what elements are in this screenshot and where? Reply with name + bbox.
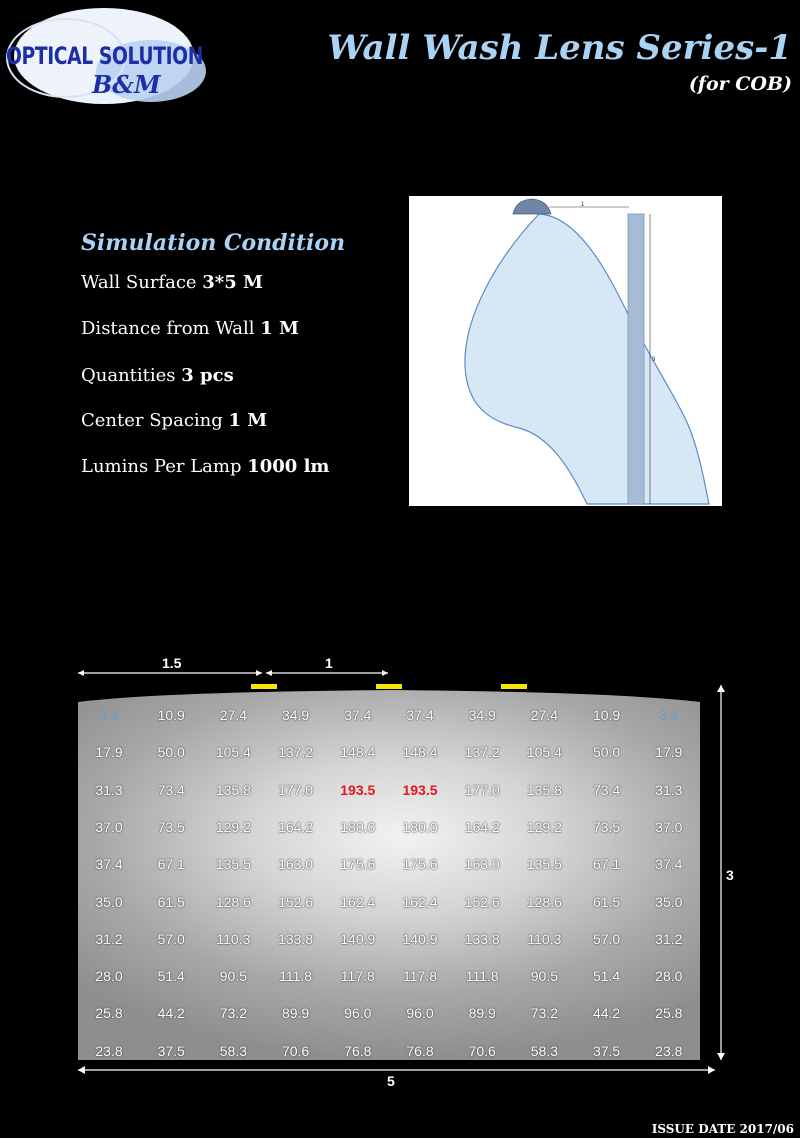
illuminance-value: 44.2 (592, 1005, 621, 1022)
illuminance-value: 135.5 (526, 856, 562, 873)
illuminance-value: 140.9 (402, 930, 438, 947)
illuminance-value: 25.8 (655, 1005, 683, 1022)
wall-top-edge (78, 688, 700, 702)
illuminance-value: 37.4 (655, 856, 683, 873)
illuminance-value: 76.8 (344, 1042, 372, 1059)
illuminance-value: 70.6 (468, 1042, 496, 1059)
illuminance-value: 27.4 (530, 707, 559, 723)
illuminance-value: 152.6 (464, 893, 500, 910)
illuminance-value: 37.4 (406, 707, 434, 723)
illuminance-value: 44.2 (157, 1005, 185, 1022)
illuminance-value: 110.3 (527, 930, 562, 947)
dim-label-left: 1.5 (162, 655, 182, 671)
page-subtitle: (for COB) (688, 73, 792, 95)
condition-value: 3 pcs (181, 365, 234, 386)
condition-label: Center Spacing (81, 410, 229, 431)
illuminance-value: 23.8 (655, 1042, 683, 1059)
illuminance-value: 90.5 (219, 968, 248, 985)
illuminance-value: 177.0 (278, 781, 314, 798)
illuminance-value: 129.2 (526, 818, 562, 835)
company-logo (0, 6, 210, 106)
illuminance-value: 10.9 (592, 707, 621, 723)
illuminance-value: 57.0 (157, 930, 185, 947)
dim-label-side: 3 (652, 357, 656, 363)
illuminance-value: 73.5 (592, 818, 621, 835)
illuminance-value: 28.0 (95, 968, 123, 985)
illuminance-value: 96.0 (344, 1005, 372, 1022)
illuminance-value: 164.2 (278, 818, 314, 835)
illuminance-value: 90.5 (530, 968, 559, 985)
illuminance-value: 61.5 (592, 893, 621, 910)
illuminance-value: 164.2 (464, 818, 500, 835)
illuminance-value: 37.4 (344, 707, 372, 723)
illuminance-value: 128.6 (215, 893, 251, 910)
condition-label: Lumins Per Lamp (81, 456, 248, 477)
illuminance-value: 175.6 (402, 856, 438, 873)
illuminance-value: 73.2 (219, 1005, 248, 1022)
illuminance-value: 67.1 (592, 856, 621, 873)
illuminance-value: 105.4 (526, 744, 562, 761)
illuminance-value: 50.0 (592, 744, 621, 761)
illuminance-value: 133.8 (464, 930, 500, 947)
illuminance-value: 35.0 (655, 893, 683, 910)
dim-label-top: 1 (581, 202, 585, 208)
illuminance-value: 31.2 (655, 930, 683, 947)
illuminance-value: 162.4 (402, 893, 438, 910)
illuminance-value: 177.0 (464, 781, 500, 798)
dim-label-height: 3 (726, 867, 734, 883)
illuminance-value: 70.6 (281, 1042, 310, 1059)
illuminance-value: 34.9 (281, 707, 310, 723)
illuminance-value: 105.4 (215, 744, 251, 761)
condition-value: 1 M (228, 410, 268, 431)
illuminance-value: 137.2 (464, 744, 500, 761)
illuminance-value: 10.9 (157, 707, 185, 723)
illuminance-value: 128.6 (526, 893, 562, 910)
illuminance-value: 37.4 (95, 856, 123, 873)
condition-quantities (81, 365, 234, 386)
illuminance-value: 57.0 (592, 930, 621, 947)
illuminance-value: 111.8 (279, 968, 313, 985)
illuminance-value: 96.0 (406, 1005, 434, 1022)
lamp-marker (251, 684, 277, 689)
illuminance-value: 27.4 (219, 707, 248, 723)
illuminance-value: 117.8 (403, 968, 437, 985)
condition-label: Quantities (81, 365, 182, 386)
illuminance-value: 135.8 (215, 781, 251, 798)
illuminance-value: 73.2 (530, 1005, 559, 1022)
beam-diagram-svg (409, 196, 722, 506)
illuminance-value: 35.0 (95, 893, 123, 910)
illuminance-value: 25.8 (95, 1005, 123, 1022)
illuminance-value: 67.1 (157, 856, 185, 873)
condition-value: 3*5 M (202, 272, 263, 293)
illuminance-value: 162.4 (340, 893, 376, 910)
beam-diagram (409, 196, 722, 506)
illuminance-value: 76.8 (406, 1042, 434, 1059)
illuminance-value: 58.3 (530, 1042, 559, 1059)
illuminance-value: 73.4 (157, 781, 185, 798)
illuminance-value: 73.4 (592, 781, 621, 798)
illuminance-value: 133.8 (278, 930, 314, 947)
illuminance-value: 89.9 (468, 1005, 496, 1022)
condition-spacing (81, 410, 267, 431)
illuminance-value: 89.9 (281, 1005, 310, 1022)
illuminance-value: 135.5 (215, 856, 251, 873)
logo-wordmark: OPTICAL SOLUTION (6, 42, 203, 70)
illuminance-value: 117.8 (340, 968, 375, 985)
condition-value: 1000 lm (247, 456, 330, 477)
illuminance-value: 180.0 (340, 818, 376, 835)
lamp-fixture (513, 199, 551, 214)
illuminance-value: 58.3 (219, 1042, 248, 1059)
illuminance-value: 110.3 (216, 930, 251, 947)
illuminance-value: 148.4 (340, 744, 376, 761)
conditions-title: Simulation Condition (81, 230, 346, 256)
illuminance-value: 193.5 (402, 781, 438, 798)
dim-label-spacing: 1 (325, 655, 333, 671)
illuminance-value: 148.4 (402, 744, 438, 761)
beam-pattern (465, 214, 709, 504)
illuminance-value: 3.4 (99, 707, 119, 723)
condition-label: Wall Surface (81, 272, 203, 293)
illuminance-map (70, 655, 750, 1095)
illuminance-value: 17.9 (95, 744, 123, 761)
condition-value: 1 M (260, 318, 299, 339)
illuminance-value: 3.4 (659, 707, 679, 723)
lamp-marker (501, 684, 527, 689)
illuminance-value: 163.0 (278, 856, 314, 873)
illuminance-value: 23.8 (95, 1042, 123, 1059)
illuminance-value: 37.5 (592, 1042, 621, 1059)
illuminance-value: 28.0 (655, 968, 683, 985)
illuminance-value: 37.0 (655, 818, 683, 835)
illuminance-value: 31.3 (655, 781, 683, 798)
illuminance-value: 111.8 (465, 968, 499, 985)
dim-label-width: 5 (387, 1073, 395, 1089)
logo-monogram: B&M (92, 70, 161, 99)
condition-label: Distance from Wall (81, 318, 261, 339)
illuminance-value: 73.5 (157, 818, 185, 835)
illuminance-value: 140.9 (340, 930, 376, 947)
page-title: Wall Wash Lens Series-1 (327, 28, 792, 68)
illuminance-value: 50.0 (157, 744, 185, 761)
condition-lumens (81, 456, 329, 477)
illuminance-value: 129.2 (215, 818, 251, 835)
illuminance-value: 37.5 (157, 1042, 185, 1059)
illuminance-value: 152.6 (278, 893, 314, 910)
illuminance-value: 193.5 (340, 781, 376, 798)
illuminance-value: 175.6 (340, 856, 376, 873)
illuminance-value: 61.5 (157, 893, 185, 910)
illuminance-value: 37.0 (95, 818, 123, 835)
lamp-marker (376, 684, 402, 689)
illuminance-value: 51.4 (592, 968, 621, 985)
illuminance-value: 137.2 (278, 744, 314, 761)
illuminance-value: 180.0 (402, 818, 438, 835)
condition-wall-surface (81, 272, 263, 293)
illuminance-value: 17.9 (655, 744, 683, 761)
illuminance-value: 31.3 (95, 781, 123, 798)
illuminance-value: 31.2 (95, 930, 123, 947)
wall-panel (628, 214, 644, 504)
illuminance-value: 163.0 (464, 856, 500, 873)
issue-date: ISSUE DATE 2017/06 (651, 1122, 794, 1136)
illuminance-value: 135.8 (526, 781, 562, 798)
illuminance-value: 51.4 (157, 968, 185, 985)
condition-distance (81, 318, 299, 339)
illuminance-value: 34.9 (468, 707, 496, 723)
